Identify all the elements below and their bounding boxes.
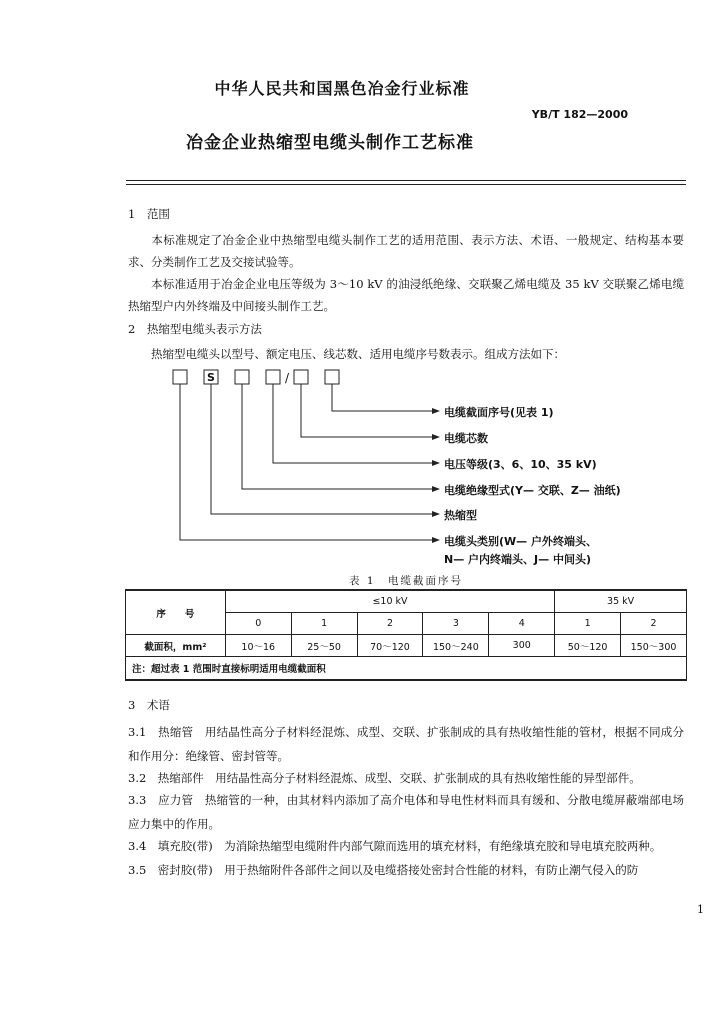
section-1-paragraph-2: 本标准适用于冶金企业电压等级为 3～10 kV 的油浸纸绝缘、交联聚乙烯电缆及 35 kV 交联聚乙烯电缆热缩型户内外终端及中间接头制作工艺。 (128, 277, 684, 313)
label-category-line-2: N— 户内终端头、J— 中间头) (444, 553, 591, 566)
label-voltage: 电压等级(3、6、10、35 kV) (444, 458, 597, 471)
section-2-heading: 2 热缩型电缆头表示方法 (128, 322, 262, 336)
term-3-5: 3.5 密封胶(带) 用于热缩附件各部件之间以及电缆搭接处密封合性能的材料，有防止潮气侵入的防 (128, 863, 639, 877)
label-cores: 电缆芯数 (444, 432, 488, 445)
header-10kv: ≤10 kV (225, 590, 554, 613)
box-slash: / (284, 371, 290, 385)
box-category (173, 370, 187, 384)
area-cell: 300 (489, 635, 555, 657)
area-cell: 25～50 (291, 635, 357, 657)
section-2-paragraph: 热缩型电缆头以型号、额定电压、线芯数、适用电缆序号数表示。组成方法如下： (151, 347, 565, 361)
seq-cell: 1 (555, 613, 621, 635)
label-section-seq: 电缆截面序号(见表 1) (444, 406, 554, 419)
seq-cell: 4 (489, 613, 555, 635)
table-note: 注：超过表 1 范围时直接标明适用电缆截面积 (126, 657, 687, 681)
section-3-heading: 3 术语 (128, 698, 170, 712)
document-title: 冶金企业热缩型电缆头制作工艺标准 (186, 133, 474, 153)
term-3-3: 3.3 应力管 热缩管的一种，由其材料内添加了高介电体和导电性材料而具有缓和、分散电缆屏蔽端部电场应力集中的作用。 (128, 793, 684, 831)
seq-cell: 0 (225, 613, 291, 635)
seq-cell: 2 (621, 613, 687, 635)
term-3-2: 3.2 热缩部件 用结晶性高分子材料经混炼、成型、交联、扩张制成的具有热收缩性能的异型部件。 (128, 771, 641, 785)
term-3-1: 3.1 热缩管 用结晶性高分子材料经混炼、成型、交联、扩张制成的具有热收缩性能的管材，根据不同成分和作用分：绝缘管、密封管等。 (128, 725, 684, 763)
area-cell: 150～300 (621, 635, 687, 657)
header-35kv: 35 kV (555, 590, 687, 613)
header-seq: 序 号 (126, 590, 226, 635)
term-3-4: 3.4 填充胶(带) 为消除热缩型电缆附件内部气隙而选用的填充材料，有绝缘填充胶和导电填充胶两种。 (128, 839, 662, 853)
table-1 (125, 589, 687, 681)
section-1-paragraph-1: 本标准规定了冶金企业中热缩型电缆头制作工艺的适用范围、表示方法、术语、一般规定、结构基本要求、分类制作工艺及交接试验等。 (128, 233, 684, 269)
box-insulation (235, 370, 249, 384)
seq-cell: 1 (291, 613, 357, 635)
row-label-area: 截面积，mm² (126, 635, 226, 657)
box-section-seq (325, 370, 339, 384)
page-number: 1 (697, 903, 704, 916)
label-category-line-1: 电缆头类别(W— 户外终端头、 (444, 535, 597, 548)
industry-standard-heading: 中华人民共和国黑色冶金行业标准 (214, 79, 470, 98)
area-cell: 10～16 (225, 635, 291, 657)
box-s-text: S (207, 371, 215, 384)
table-1-caption: 表 1 电缆截面序号 (348, 575, 464, 587)
standard-number: YB/T 182—2000 (531, 108, 628, 121)
label-heat-shrink: 热缩型 (444, 509, 477, 522)
area-cell: 70～120 (357, 635, 423, 657)
box-cores (294, 370, 308, 384)
label-insulation: 电缆绝缘型式(Y— 交联、Z— 油纸) (444, 484, 621, 497)
area-cell: 150～240 (423, 635, 489, 657)
seq-cell: 2 (357, 613, 423, 635)
seq-cell: 3 (423, 613, 489, 635)
section-1-heading: 1 范围 (128, 207, 170, 221)
area-cell: 50～120 (555, 635, 621, 657)
box-voltage (266, 370, 280, 384)
